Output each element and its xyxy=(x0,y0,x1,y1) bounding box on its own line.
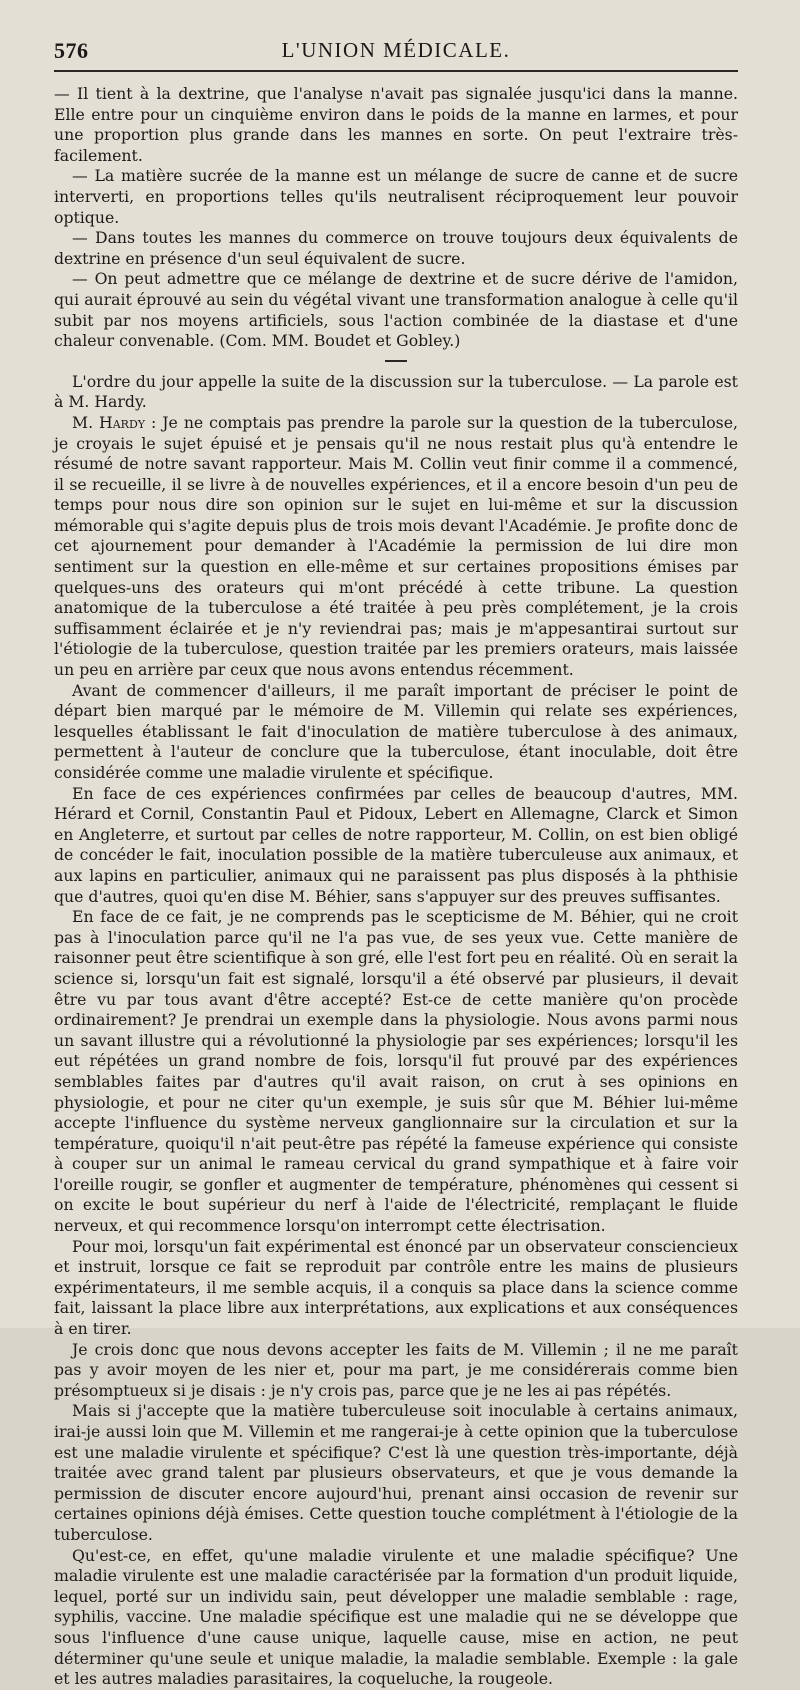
paragraph: L'ordre du jour appelle la suite de la discussion sur la tuberculose. — La parole est à M. Hardy. xyxy=(54,371,738,412)
paragraph: Je crois donc que nous devons accepter les faits de M. Villemin ; il ne me paraît pas y avoir moyen de les nier et, pour ma part, je me considérerais comme bien présomptueux si je disais : je n'y crois pas, parce que je ne les ai pas répétés. xyxy=(54,1339,738,1400)
paragraph: Avant de commencer d'ailleurs, il me paraît important de préciser le point de départ bien marqué par le mémoire de M. Villemin qui relate ses expériences, lesquelles établissant le fait d'inoculation de matière tuberculose à des animaux, permettent à l'auteur de conclure que la tuberculose, étant inoculable, doit être considérée comme une maladie virulente et spécifique. xyxy=(54,680,738,782)
speaker-text: : Je ne comptais pas prendre la parole sur la question de la tuberculose, je croyais le sujet épuisé et je pensais qu'il ne nous restait plus qu'à entendre le résumé de notre savant rapporteur. Mais M. Collin veut finir comme il a commencé, il se recueille, il se livre à de nouvelles expériences, et il a encore besoin d'un peu de temps pour nous dire son opinion sur le sujet en lui-même et sur la discussion mémorable qui s'agite depuis plus de trois mois devant l'Académie. Je profite donc de cet ajournement pour demander à l'Académie la permission de lui dire mon sentiment sur la question en elle-même et sur certaines propositions émises par quelques-uns des orateurs qui m'ont précédé à cette tribune. La question anatomique de la tuberculose a été traitée à peu près complétement, je la crois suffisamment éclairée et je n'y reviendrai pas; mais je m'appesantirai surtout sur l'étiologie de la tuberculose, question traitée par les premiers orateurs, mais laissée un peu en arrière par ceux que nous avons entendus récemment. xyxy=(54,412,738,680)
section-divider xyxy=(385,360,407,362)
paragraph: — Il tient à la dextrine, que l'analyse n'avait pas signalée jusqu'ici dans la manne. Elle entre pour un cinquième environ dans le poids de la manne en larmes, et pour une proportion plus grande dans les mannes en sorte. On peut l'extraire très-facilement. xyxy=(54,84,738,165)
header-rule xyxy=(54,70,738,72)
speaker-paragraph xyxy=(54,413,738,681)
paragraph: Mais si j'accepte que la matière tuberculeuse soit inoculable à certains animaux, irai-je aussi loin que M. Villemin et me rangerai-je à cette opinion que la tuberculose est une maladie virulente et spécifique? C'est là une question très-importante, déjà traitée avec grand talent par plusieurs observateurs, et que je vous demande la permission de discuter encore aujourd'hui, prenant ainsi occasion de revenir sur certaines opinions déjà émises. Cette question touche complétment à l'étiologie de la tuberculose. xyxy=(54,1401,738,1544)
paragraph: En face de ce fait, je ne comprends pas le scepticisme de M. Béhier, qui ne croit pas à l'inoculation parce qu'il ne l'a pas vue, de ses yeux vue. Cette manière de raisonner peut être scientifique à son gré, elle l'est fort peu en réalité. Où en serait la science si, lorsqu'un fait est signalé, lorsqu'il a été observé par plusieurs, il devait être vu par tous avant d'être accepté? Est-ce de cette manière qu'on procède ordinairement? Je prendrai un exemple dans la physiologie. Nous avons parmi nous un savant illustre qui a révolutionné la physiologie par ses expériences; lorsqu'il les eut répétées un grand nombre de fois, lorsqu'il fut prouvé par des expériences semblables faites par d'autres qu'il avait raison, on crut à ses opinions en physiologie, et pour ne citer qu'un exemple, je suis sûr que M. Béhier lui-même accepte l'influence du système nerveux ganglionnaire sur la circulation et sur la température, quoiqu'il n'ait peut-être pas répété la fameuse expérience qui consiste à couper sur un animal le rameau cervical du grand sympathique et à faire voir l'oreille rougir, se gonfler et augmenter de température, phénomènes qui cessent si on excite le bout supérieur du nerf à l'aide de l'électricité, remplaçant le fluide nerveux, et qui recommence lorsqu'on interrompt cette électrisation. xyxy=(54,907,738,1236)
article-body xyxy=(54,84,738,1690)
paragraph: — Dans toutes les mannes du commerce on trouve toujours deux équivalents de dextrine en présence d'un seul équivalent de sucre. xyxy=(54,228,738,268)
page-header xyxy=(54,30,738,64)
speaker-prefix: M. xyxy=(72,412,100,432)
paragraph: En face de ces expériences confirmées par celles de beaucoup d'autres, MM. Hérard et Cornil, Constantin Paul et Pidoux, Lebert en Allemagne, Clarck et Simon en Angleterre, et surtout par celles de notre rapporteur, M. Collin, on est bien obligé de concéder le fait, inoculation possible de la matière tuberculeuse aux animaux, et aux lapins en particulier, animaux qui ne paraissent pas plus disposés à la phthisie que d'autres, quoi qu'en dise M. Béhier, sans s'appuyer sur des preuves suffisantes. xyxy=(54,783,738,906)
paragraph: — On peut admettre que ce mélange de dextrine et de sucre dérive de l'amidon, qui aurait éprouvé au sein du végétal vivant une transformation analogue à celle qu'il subit par nos moyens artificiels, sous l'action combinée de la diastase et d'une chaleur convenable. (Com. MM. Boudet et Gobley.) xyxy=(54,269,738,351)
speaker-name: Hardy xyxy=(99,412,146,432)
page-number: 576 xyxy=(54,38,89,63)
paragraph: Pour moi, lorsqu'un fait expérimental est énoncé par un observateur consciencieux et instruit, lorsque ce fait se reproduit par contrôle entre les mains de plusieurs expérimentateurs, il me semble acquis, il a conquis sa place dans la science comme fait, laissant la place libre aux interprétations, aux explications et aux conséquences à en tirer. xyxy=(54,1236,738,1339)
running-title: L'UNION MÉDICALE. xyxy=(281,38,511,62)
paragraph: Qu'est-ce, en effet, qu'une maladie virulente et une maladie spécifique? Une maladie virulente est une maladie caractérisée par la formation d'un produit liquide, lequel, porté sur un individu sain, peut développer une maladie semblable : rage, syphilis, vaccine. Une maladie spécifique est une maladie qui ne se développe que sous l'influence d'une cause unique, laquelle cause, mise en action, ne peut déterminer qu'une seule et unique maladie, la maladie semblable. Exemple : la gale et les autres maladies parasitaires, la coqueluche, la rougeole. xyxy=(54,1545,738,1689)
paragraph: — La matière sucrée de la manne est un mélange de sucre de canne et de sucre interverti, en proportions telles qu'ils neutralisent réciproquement leur pouvoir optique. xyxy=(54,166,738,227)
